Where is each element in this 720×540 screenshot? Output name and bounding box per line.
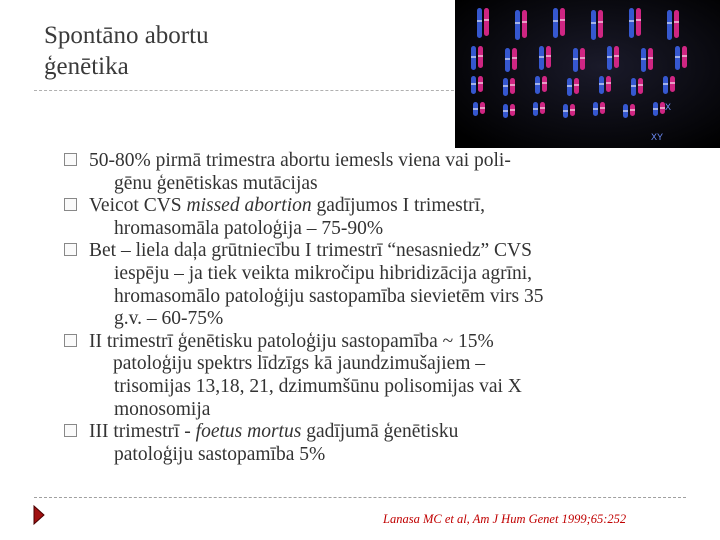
chromosome-band	[477, 20, 482, 22]
chromosome-band	[471, 56, 476, 58]
chromosome-band	[503, 110, 508, 112]
karyotype-graphic	[455, 0, 720, 148]
chromosome-band	[606, 82, 611, 84]
chromosome-band	[630, 109, 635, 111]
chromosome-band	[512, 57, 517, 59]
bullet-item-3	[64, 240, 694, 330]
chromosome-band	[663, 83, 668, 85]
bullet-2-line-1-pre: Veicot CVS	[89, 195, 187, 217]
chromosome-band	[638, 84, 643, 86]
bullet-4-line-4: monosomija	[114, 398, 211, 420]
chromosome-band	[478, 82, 483, 84]
chromosome-karyotype-image	[455, 0, 720, 148]
chromosome-bar	[667, 10, 672, 40]
chromosome-bar	[636, 8, 641, 36]
bullet-item-5	[64, 421, 694, 466]
chromosome-band	[505, 58, 510, 60]
chromosome-bar	[515, 10, 520, 40]
bullet-2-line-2: hromasomāla patoloģija – 75-90%	[114, 217, 384, 239]
chromosome-band	[600, 107, 605, 109]
next-slide-arrow-icon[interactable]	[32, 504, 46, 526]
chromosome-band	[591, 22, 596, 24]
chromosome-band	[473, 108, 478, 110]
bullet-list	[64, 150, 694, 466]
chromosome-bar	[553, 8, 558, 38]
bullet-item-2	[64, 195, 694, 240]
footer-divider	[34, 497, 686, 498]
chromosome-band	[641, 58, 646, 60]
bullet-box-icon	[64, 334, 77, 347]
chromosome-bar	[484, 8, 489, 36]
bullet-box-icon	[64, 153, 77, 166]
title-divider	[34, 90, 464, 91]
chromosome-band	[478, 55, 483, 57]
chromosome-band	[539, 56, 544, 58]
bullet-5-emphasis: foetus mortus	[195, 421, 302, 443]
chromosome-band	[574, 84, 579, 86]
chromosome-band	[614, 55, 619, 57]
chromosome-band	[522, 21, 527, 23]
chromosome-band	[674, 21, 679, 23]
bullet-2-line-1-post: gadījumos I trimestrī,	[311, 195, 485, 217]
chromosome-bar	[560, 8, 565, 36]
bullet-3-line-3: hromasomālo patoloģiju sastopamība sievietēm virs 35	[114, 285, 544, 307]
bullet-5-line-2: patoloģiju sastopamība 5%	[114, 443, 326, 465]
chromosome-band	[484, 19, 489, 21]
chromosome-band	[471, 83, 476, 85]
chromosome-band	[510, 84, 515, 86]
chromosome-bar	[674, 10, 679, 38]
chromosome-band	[598, 21, 603, 23]
bullet-1-line-2: gēnu ģenētiskas mutācijas	[114, 172, 318, 194]
bullet-3-line-1: Bet – liela daļa grūtniecību I trimestrī “nesasniedz” CVS	[89, 240, 532, 262]
chromosome-band	[573, 58, 578, 60]
chromosome-bar	[522, 10, 527, 38]
chromosome-band	[535, 83, 540, 85]
chromosome-label-x: X	[665, 102, 672, 112]
chromosome-band	[480, 107, 485, 109]
chromosome-label-xy: XY	[651, 132, 664, 142]
bullet-3-line-2: iespēju – ja tiek veikta mikročipu hibridizācija agrīni,	[114, 262, 533, 284]
bullet-2-emphasis: missed abortion	[186, 195, 312, 217]
bullet-5-line-1-pre: III trimestrī -	[89, 421, 196, 443]
chromosome-bar	[591, 10, 596, 40]
bullet-box-icon	[64, 198, 77, 211]
chromosome-bar	[629, 8, 634, 38]
chromosome-band	[553, 20, 558, 22]
bullet-4-line-1: II trimestrī ģenētisku patoloģiju sastopamība ~ 15%	[89, 330, 494, 352]
chromosome-band	[593, 108, 598, 110]
chromosome-band	[560, 19, 565, 21]
chromosome-band	[629, 20, 634, 22]
chromosome-band	[567, 85, 572, 87]
chromosome-band	[503, 85, 508, 87]
chromosome-band	[653, 108, 658, 110]
title-line-1: Spontāno abortu	[44, 22, 209, 49]
chromosome-band	[670, 82, 675, 84]
chromosome-band	[648, 57, 653, 59]
chromosome-bar	[477, 8, 482, 38]
chromosome-bar	[598, 10, 603, 38]
chromosome-band	[623, 110, 628, 112]
bullet-1-line-1: 50-80% pirmā trimestra abortu iemesls viena vai poli-	[89, 150, 511, 171]
bullet-box-icon	[64, 424, 77, 437]
chromosome-band	[533, 108, 538, 110]
chromosome-band	[631, 85, 636, 87]
citation-reference: Lanasa MC et al, Am J Hum Genet 1999;65:252	[383, 512, 627, 526]
slide-title	[44, 20, 444, 82]
chromosome-band	[542, 82, 547, 84]
chromosome-band	[540, 107, 545, 109]
chromosome-band	[607, 56, 612, 58]
chromosome-band	[682, 55, 687, 57]
chromosome-band	[636, 19, 641, 21]
chromosome-band	[510, 109, 515, 111]
chromosome-band	[570, 109, 575, 111]
chromosome-band	[546, 55, 551, 57]
title-line-2: ģenētika	[44, 53, 129, 80]
chromosome-band	[599, 83, 604, 85]
bullet-4-line-2: patoloģiju spektrs līdzīgs kā jaundzimušajiem –	[113, 353, 486, 375]
bullet-4-line-3: trisomijas 13,18, 21, dzimumšūnu polisomijas vai X	[114, 375, 522, 397]
chromosome-band	[515, 22, 520, 24]
bullet-3-line-4: g.v. – 60-75%	[114, 308, 224, 330]
chromosome-band	[675, 56, 680, 58]
chromosome-band	[563, 110, 568, 112]
chromosome-band	[580, 57, 585, 59]
bullet-item-4	[64, 331, 694, 421]
bullet-item-1	[64, 150, 694, 195]
bullet-5-line-1-post: gadījumā ģenētisku	[301, 421, 459, 443]
chromosome-band	[667, 22, 672, 24]
bullet-box-icon	[64, 243, 77, 256]
